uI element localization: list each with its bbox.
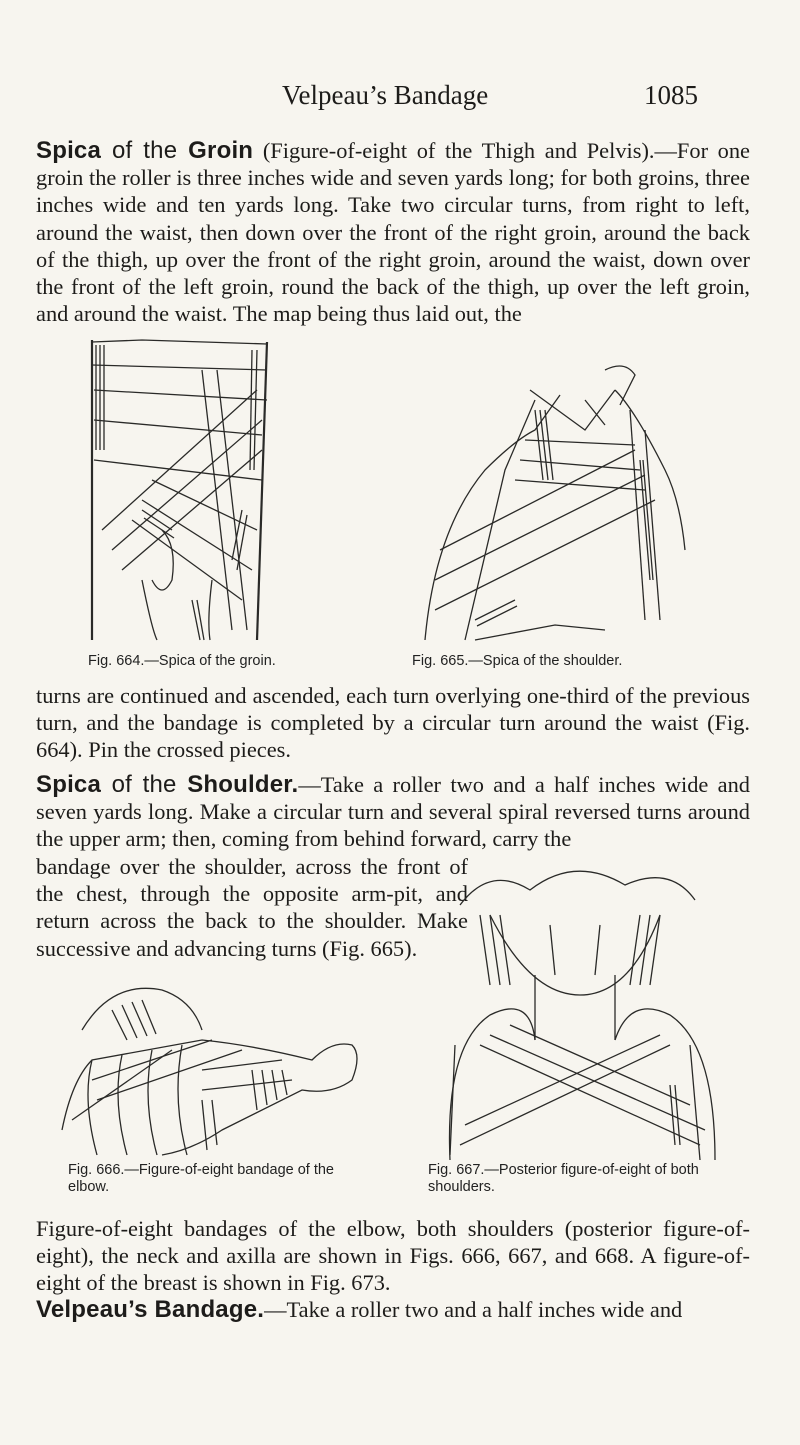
figure-667-caption: Fig. 667.—Posterior figure-of-eight of both shoulders.: [428, 1162, 699, 1195]
figure-665-shoulder-illustration: [405, 330, 695, 650]
running-header: [0, 80, 800, 120]
paragraph-text: —Take a roller two and a half inches wide and: [264, 1297, 683, 1322]
section-heading-spica-shoulder: Spica of the Shoulder.: [36, 771, 299, 798]
figure-667-shoulders-illustration: [430, 845, 720, 1160]
figure-666-elbow-illustration: [52, 970, 392, 1160]
section-heading-spica-groin: Spica of the Groin: [36, 137, 254, 164]
paragraph-spica-shoulder-continued: bandage over the shoulder, across the front of the chest, through the opposite arm-pit, and return across the back to the shoulder. Make successive and advancing turns (Fig. 665).: [36, 854, 468, 961]
section-heading-velpeau: Velpeau’s Bandage.: [36, 1296, 265, 1323]
page-number: 1085: [644, 80, 698, 110]
figure-664-caption: Fig. 664.—Spica of the groin.: [88, 653, 276, 669]
paragraph-spica-shoulder: [36, 771, 750, 853]
figure-666-caption: Fig. 666.—Figure-of-eight bandage of the elbow.: [68, 1162, 334, 1195]
paragraph-spica-groin-continued: turns are continued and ascended, each turn overlying one-third of the previous turn, and the bandage is completed by a circular turn around the waist (Fig. 664). Pin the crossed pieces.: [36, 683, 750, 763]
paragraph-velpeau-bandage: [36, 1296, 750, 1323]
figure-665-caption: Fig. 665.—Spica of the shoulder.: [412, 653, 623, 669]
figure-664-groin-illustration: [82, 330, 282, 650]
paragraph-text: —Take a roller two and a half inches wide and seven yards long. Make a circular turn and several spiral reversed turns around the upper arm; then, coming from behind forward, carry the: [36, 772, 750, 852]
paragraph-spica-groin: [36, 137, 750, 327]
running-title: Velpeau’s Bandage: [282, 80, 489, 110]
paragraph-text: (Figure-of-eight of the Thigh and Pelvis).—For one groin the roller is three inches wide and seven yards long; for both groins, three inches wide and ten yards long. Take two circular turns, from right to left, around the waist, then down over the front of the right groin, around the back of the thigh, up over the front of the right groin, around the waist, down over the front of the left groin, round the back of the thigh, up over the left groin, and around the waist. The map being thus laid out, the: [36, 138, 750, 327]
paragraph-figure-of-eight: Figure-of-eight bandages of the elbow, both shoulders (posterior figure-of-eight), the neck and axilla are shown in Figs. 666, 667, and 668. A figure-of-eight of the breast is shown in Fig. 673.: [36, 1216, 750, 1296]
